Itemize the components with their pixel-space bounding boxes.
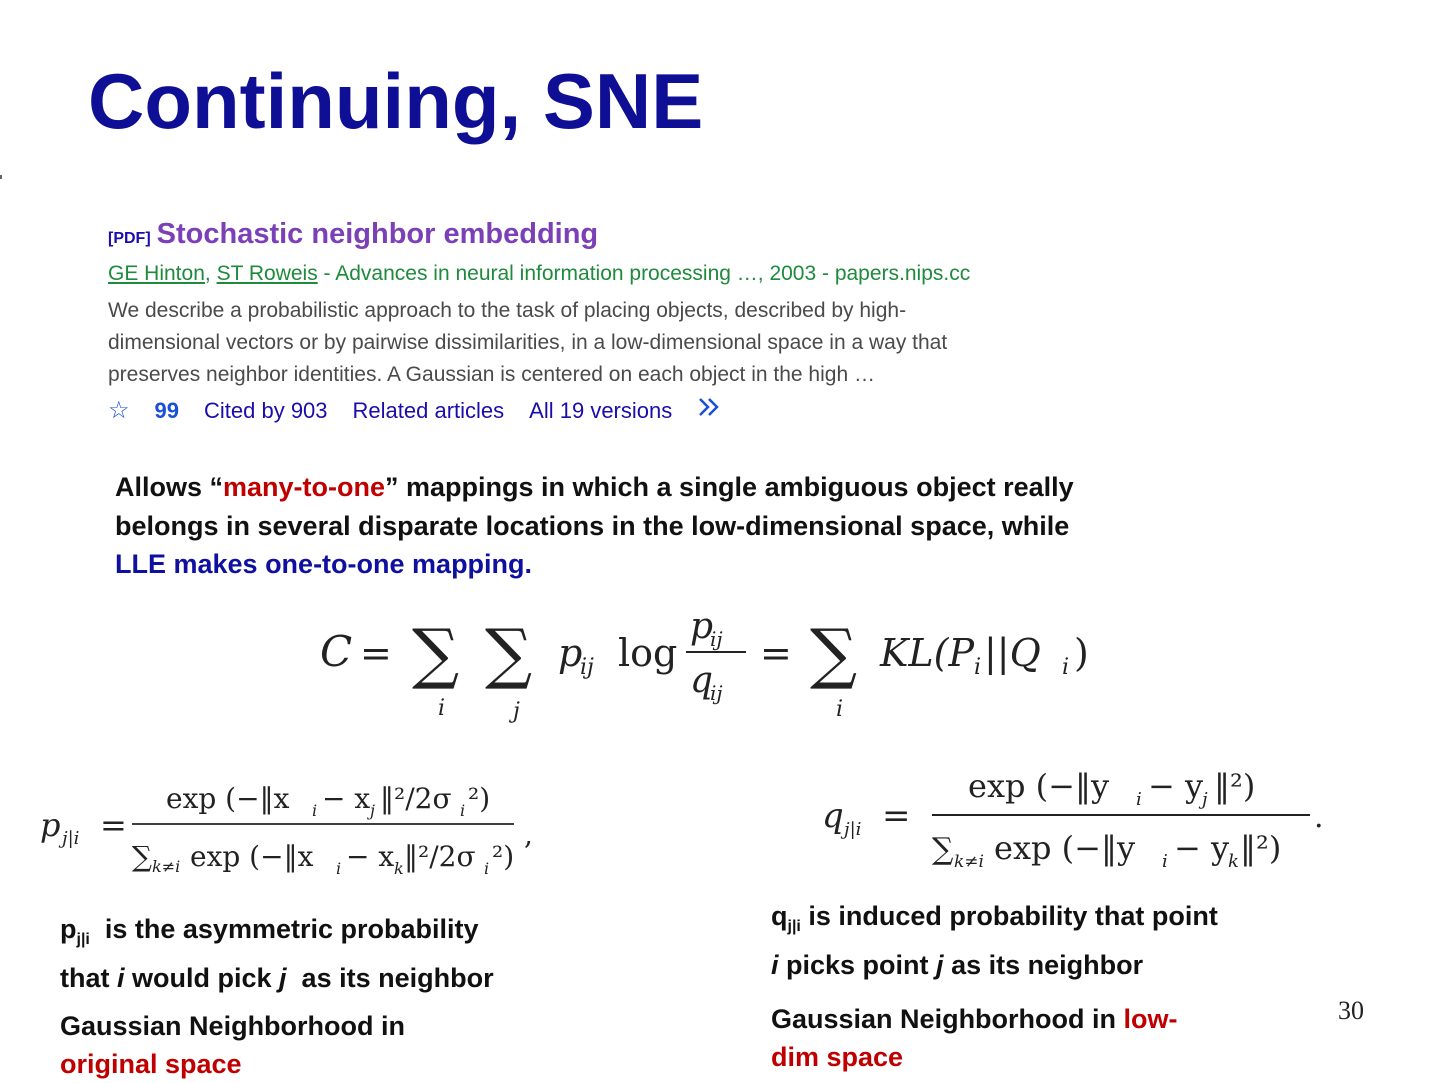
slide-title: Continuing, SNE xyxy=(88,57,704,145)
description-paragraph xyxy=(115,468,1315,584)
gaussian-original-line-1: Gaussian Neighborhood in xyxy=(60,1011,406,1041)
q-explanation-line-2 xyxy=(771,946,1371,984)
log-text: log xyxy=(618,631,678,675)
search-result-title[interactable] xyxy=(108,218,598,251)
original-space-highlight: original space xyxy=(60,1049,242,1079)
gaussian-lowdim-line-1 xyxy=(771,1000,1331,1038)
cited-by-link[interactable]: Cited by 903 xyxy=(204,397,328,423)
q-lhs: q xyxy=(822,796,844,836)
comma: , xyxy=(524,818,533,851)
author-link-roweis[interactable]: ST Roweis xyxy=(216,262,318,285)
p-explanation-line-1 xyxy=(60,910,660,959)
italic-i: i xyxy=(771,950,779,980)
kl-close: ) xyxy=(1074,631,1089,675)
dim-space-highlight: dim space xyxy=(771,1042,904,1072)
p-num-minus: − x xyxy=(322,782,371,815)
edge-mark xyxy=(0,175,2,179)
italic-j: j xyxy=(279,963,287,993)
sub-j: j xyxy=(1202,789,1208,810)
kl-sub-i: i xyxy=(974,655,982,680)
q-den-sum: ∑ xyxy=(932,832,954,867)
quote-icon[interactable]: 99 xyxy=(154,397,179,423)
q-num-tail: ‖²) xyxy=(1214,767,1256,805)
star-icon[interactable]: ☆ xyxy=(108,397,130,424)
q-symbol: q xyxy=(771,901,788,931)
page-number: 30 xyxy=(1338,996,1364,1025)
q-den-sub: k≠i xyxy=(954,852,984,872)
sub-k: k xyxy=(1228,851,1239,872)
p-symbol: p xyxy=(60,914,77,944)
eq-equals: = xyxy=(100,806,127,844)
author-link-hinton[interactable]: GE Hinton xyxy=(108,262,205,285)
frac-q-sub: ij xyxy=(710,681,723,705)
gaussian-lowdim-note xyxy=(771,1000,1331,1076)
sub-i: i xyxy=(1162,851,1168,872)
p-subscript: ij xyxy=(580,655,594,680)
kl-sub-i: i xyxy=(1062,655,1070,680)
sum-index-j: j xyxy=(513,699,520,724)
q-numerator: exp (−‖y xyxy=(968,767,1110,805)
source-text: - Advances in neural information processing …, 2003 - papers.nips.cc xyxy=(317,262,971,285)
sum-index-i: i xyxy=(836,697,844,722)
author-line xyxy=(108,262,970,286)
q-text: picks point xyxy=(778,950,937,980)
description-line-1 xyxy=(115,468,1315,507)
cost-equation xyxy=(320,600,1120,730)
related-articles-link[interactable]: Related articles xyxy=(352,397,505,423)
result-actions xyxy=(108,396,750,425)
q-denominator: exp (−‖y xyxy=(994,829,1136,867)
eq-equals: = xyxy=(360,631,392,675)
frac-p-sub: ij xyxy=(710,627,723,651)
q-text: as its neighbor xyxy=(943,950,1144,980)
p-denominator: exp (−‖x xyxy=(190,840,314,873)
sum-symbol: ∑ xyxy=(485,615,533,692)
snippet-line: We describe a probabilistic approach to the task of placing objects, described by high- xyxy=(108,299,907,322)
eq-equals: = xyxy=(882,796,911,836)
p-numerator: exp (−‖x xyxy=(166,782,290,815)
description-line-2: belongs in several disparate locations in the low-dimensional space, while xyxy=(115,510,1070,541)
sum-symbol: ∑ xyxy=(810,615,858,692)
pdf-tag[interactable]: [PDF] xyxy=(108,230,151,247)
frac-q: q xyxy=(690,660,714,701)
sub-k: k xyxy=(394,859,404,878)
sum-symbol: ∑ xyxy=(412,615,460,692)
q-den-tail: ‖²) xyxy=(1240,829,1282,867)
p-num-end: ²) xyxy=(468,782,491,815)
p-den-tail: ‖²/2σ xyxy=(404,840,476,873)
p-lhs: p xyxy=(40,806,61,844)
sub-i: i xyxy=(312,801,318,820)
snippet-line: preserves neighbor identities. A Gaussian is centered on each object in the high … xyxy=(108,363,875,386)
abstract-snippet xyxy=(108,295,1168,391)
p-symbol: p xyxy=(558,631,583,675)
frac-p: p xyxy=(690,606,714,647)
sub-i: i xyxy=(484,859,490,878)
desc-prefix: Allows “ xyxy=(115,472,224,502)
sub-j: j xyxy=(370,801,375,820)
p-text: as its neighbor xyxy=(286,963,494,993)
p-text: that xyxy=(60,963,117,993)
p-num-tail: ‖²/2σ xyxy=(380,782,452,815)
p-text: would pick xyxy=(124,963,280,993)
double-chevron-icon[interactable] xyxy=(697,396,725,425)
italic-j: j xyxy=(936,950,944,980)
lle-note: LLE makes one-to-one mapping. xyxy=(115,549,533,579)
snippet-line: dimensional vectors or by pairwise dissimilarities, in a low-dimensional space in a way that xyxy=(108,331,948,354)
q-subscript: j|i xyxy=(787,918,801,935)
p-explanation-line-2 xyxy=(60,959,660,997)
q-conditional-equation xyxy=(818,755,1338,880)
eq-c: C xyxy=(320,627,353,676)
paper-title-link[interactable]: Stochastic neighbor embedding xyxy=(156,218,599,250)
q-explanation-line-1 xyxy=(771,897,1371,946)
p-den-sum: ∑ xyxy=(132,840,152,873)
low-highlight: low- xyxy=(1123,1004,1178,1034)
p-den-minus: − x xyxy=(346,840,395,873)
sum-index-i: i xyxy=(438,696,446,721)
sub-i: i xyxy=(460,801,466,820)
author-separator: , xyxy=(204,262,217,285)
p-explanation-text: is the asymmetric probability xyxy=(89,914,479,944)
p-subscript: j|i xyxy=(76,931,90,948)
many-to-one-highlight: many-to-one xyxy=(223,472,386,502)
gaussian-original-note xyxy=(60,1007,660,1083)
gaussian-lowdim-text: Gaussian Neighborhood in xyxy=(771,1004,1124,1034)
p-conditional-equation xyxy=(40,772,560,882)
p-den-sub: k≠i xyxy=(152,857,181,876)
q-explanation-text: is induced probability that point xyxy=(800,901,1218,931)
q-num-minus: − y xyxy=(1148,767,1204,805)
p-lhs-sub: j|i xyxy=(62,828,80,849)
p-den-end: ²) xyxy=(492,840,515,873)
eq-equals: = xyxy=(760,631,792,675)
period: . xyxy=(1314,800,1324,835)
sub-i: i xyxy=(336,859,342,878)
kl-q-text: ||Q xyxy=(984,631,1041,675)
desc-suffix: ” mappings in which a single ambiguous object really xyxy=(385,472,1074,502)
q-lhs-sub: j|i xyxy=(844,819,862,840)
sub-i: i xyxy=(1136,789,1142,810)
italic-i: i xyxy=(117,963,125,993)
q-explanation xyxy=(771,897,1371,984)
all-versions-link[interactable]: All 19 versions xyxy=(529,397,673,423)
p-explanation xyxy=(60,910,660,997)
kl-text: KL(P xyxy=(880,631,975,675)
q-den-minus: − y xyxy=(1174,829,1230,867)
